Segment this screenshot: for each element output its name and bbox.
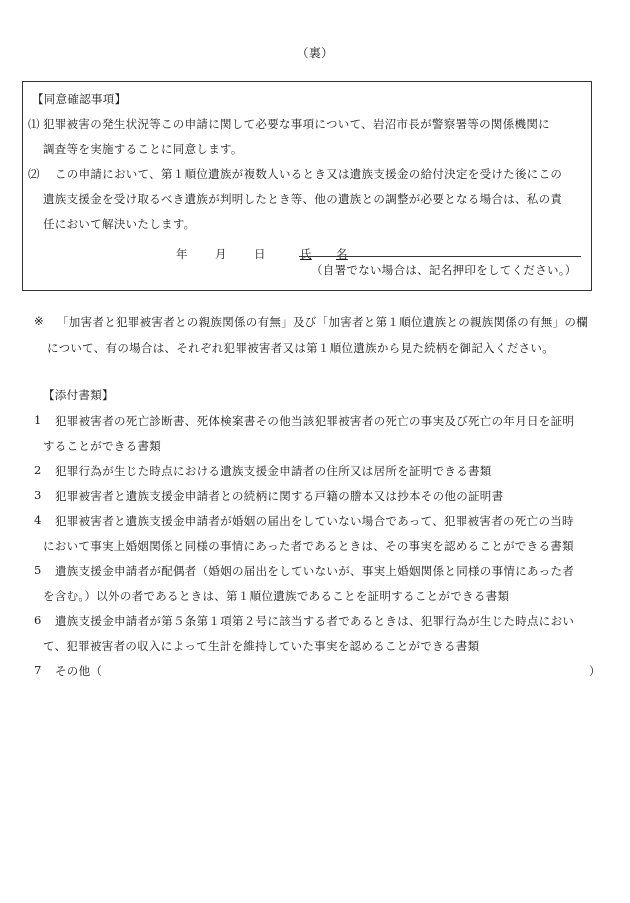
name-label-first: 氏 — [300, 247, 312, 261]
consent-item-2-text-cont: 遺族支援金を受け取るべき遺族が判明したとき等、他の遺族との調整が必要となる場合は、私の責 — [43, 192, 563, 206]
attachment-item-6-text-cont: て、犯罪被害者の収入によって生計を維持していた事実を認めることができる書類 — [43, 639, 480, 653]
attachment-item-1-text: 犯罪被害者の死亡診断書、死体検案書その他当該犯罪被害者の死亡の事実及び死亡の年月日を証明 — [55, 414, 575, 428]
attachment-item-4-text: 犯罪被害者と遺族支援金申請者が婚姻の届出をしていない場合であって、犯罪被害者の死亡の当時 — [55, 514, 574, 528]
attachment-item-2-text: 犯罪行為が生じた時点における遺族支援金申請者の住所又は居所を証明できる書類 — [55, 464, 492, 478]
note-mark: ※ — [34, 314, 44, 328]
consent-item-2-text: この申請において、第１順位遺族が複数人いるとき又は遺族支援金の給付決定を受けた後にこの — [55, 167, 563, 181]
attachment-item-6-number: 6 — [34, 613, 42, 627]
attachment-item-2-number: 2 — [34, 463, 42, 477]
attachments-title: 【添付書類】 — [43, 388, 114, 402]
consent-item-2-text-cont2: 任において解決いたします。 — [43, 217, 196, 231]
signature-note: （自署でない場合は、記名押印をしてください。） — [311, 263, 577, 277]
signature-line — [299, 256, 581, 257]
note-line-1: 「加害者と犯罪被害者との親族関係の有無」及び「加害者と第１順位遺族との親族関係の有無」の欄 — [57, 315, 588, 329]
attachment-item-6-text: 遺族支援金申請者が第５条第１項第２号に該当する者であるときは、犯罪行為が生じた時点におい — [55, 614, 575, 628]
attachment-item-3-text: 犯罪被害者と遺族支援金申請者との続柄に関する戸籍の謄本又は抄本その他の証明書 — [55, 489, 504, 503]
attachment-item-7-number: 7 — [34, 663, 42, 677]
attachment-item-1-text-cont: することができる書類 — [43, 439, 161, 453]
consent-item-1-number: ⑴ — [28, 117, 40, 131]
attachment-item-5-number: 5 — [34, 563, 42, 577]
page-side-label: （裏） — [296, 46, 334, 60]
consent-item-1-text-cont: 調査等を実施することに同意します。 — [43, 142, 243, 156]
consent-title: 【同意確認事項】 — [32, 92, 127, 106]
date-month-label: 月 — [215, 247, 227, 261]
attachment-item-4-text-cont: において事実上婚姻関係と同様の事情にあった者であるときは、その事実を認めることができる書類 — [43, 539, 574, 553]
attachment-item-5-text: 遺族支援金申請者が配偶者（婚姻の届出をしていないが、事実上婚姻関係と同様の事情にあった者 — [55, 564, 575, 578]
attachment-item-7-close-paren: ） — [589, 664, 601, 678]
attachment-item-1-number: 1 — [34, 413, 42, 427]
attachment-item-3-number: 3 — [34, 488, 42, 502]
attachment-item-5-text-cont: を含む。）以外の者であるときは、第１順位遺族であることを証明することができる書類 — [43, 589, 510, 603]
date-year-label: 年 — [176, 247, 188, 261]
consent-item-1-text: 犯罪被害の発生状況等この申請に関して必要な事項について、岩沼市長が警察署等の関係機関に — [43, 117, 550, 131]
date-day-label: 日 — [254, 247, 266, 261]
note-line-2: について、有の場合は、それぞれ犯罪被害者又は第１順位遺族から見た続柄を御記入ください。 — [47, 341, 554, 355]
name-label-second: 名 — [336, 247, 348, 261]
consent-item-2-number: ⑵ — [28, 167, 40, 181]
attachment-item-4-number: 4 — [34, 513, 42, 527]
attachment-item-7-text: その他（ — [55, 664, 103, 678]
consent-section — [22, 81, 592, 291]
